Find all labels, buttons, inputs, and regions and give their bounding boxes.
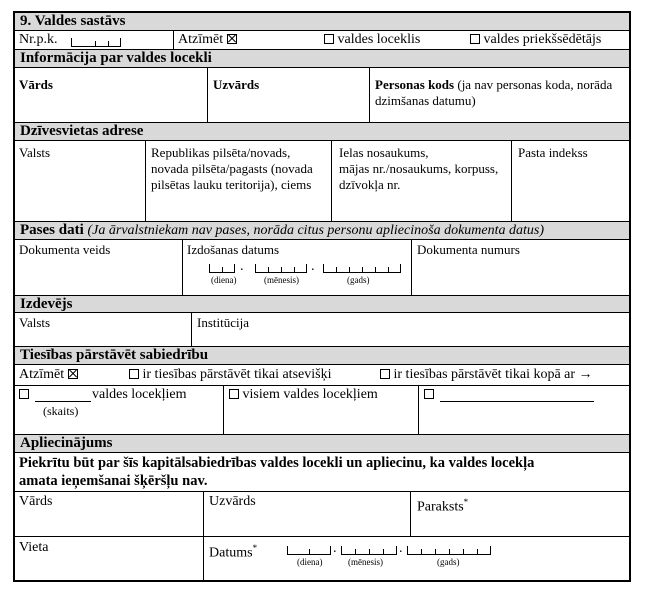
section-9-title: 9. Valdes sastāvs (20, 13, 126, 29)
confirm-text-1: Piekrītu būt par šīs kapitālsabiedrības valdes locekli un apliecinu, ka valdes locekļa (19, 455, 535, 471)
jointly-option-label: ir tiesības pārstāvēt tikai kopā ar → (393, 367, 593, 382)
postal-code-label: Pasta indekss (518, 145, 588, 160)
all-members-checkbox[interactable] (229, 389, 239, 399)
confirm-month-caption: (mēnesis) (348, 557, 383, 567)
separately-checkbox[interactable] (129, 369, 139, 379)
issuer-title: Izdevējs (20, 296, 73, 312)
members-count-input[interactable] (35, 387, 91, 402)
issuer-header (15, 295, 629, 313)
member-option-label: valdes loceklis (337, 32, 421, 47)
rights-title: Tiesības pārstāvēt sabiedrību (20, 347, 209, 363)
confirm-header (15, 434, 629, 453)
confirm-first-name-label: Vārds (19, 494, 53, 509)
info-header (15, 49, 629, 68)
member-checkbox[interactable] (324, 34, 334, 44)
confirm-date-year[interactable] (407, 543, 491, 555)
rights-header (15, 346, 629, 365)
reg-no-field[interactable] (71, 35, 121, 47)
issuer-institution-label: Institūcija (197, 315, 249, 330)
doc-number-label: Dokumenta numurs (417, 242, 520, 257)
address-street-label-2: mājas nr./nosaukums, korpuss, (339, 161, 499, 176)
confirm-last-name-label: Uzvārds (209, 494, 256, 509)
confirm-text-2: amata ieņemšanai šķēršļu nav. (19, 473, 208, 489)
confirm-day-caption: (diena) (297, 557, 323, 567)
issuer-institution-field[interactable] (191, 313, 629, 346)
address-header (15, 122, 629, 141)
all-members-option-label: visiem valdes locekļiem (242, 387, 378, 402)
confirm-title: Apliecinājums (20, 435, 113, 451)
board-composition-form: 9. Valdes sastāvs Nr.p.k. Atzīmēt valdes loceklis valdes priekšsēdētājs Informācija par valdes locekli Vārds Uzvārds Personas kods (ja nav personas koda, norāda dzimšanas datumu) Dzīvesvietas adrese Valsts Republikas pilsēta/novads, novada pilsēta/pagasts (novada pilsētas lauku teritorija), ciems Ielas nosaukums, mājas nr./nosaukums, korpuss, dzīvokļa nr. Pasta indekss Pases dati (Ja ārvalstniekam nav pases, norāda citus personu apliecinoša dokumenta datus) Dokumenta veids Izdošanas datums Dokumenta numurs . . (diena) (mēnesis) (gads) Izdevējs Valsts Institūcija Tiesības pārstāvēt sabiedrību Atzīmēt ir tiesības pārstāvēt tikai atsevišķi ir tiesības pārstāvēt tikai kopā ar → valdes locekļiem (skaits) visiem valdes locekļiem Apliecinājums Piekrītu būt par šīs kapitālsabiedrības valdes locekli un apliecinu, ka valdes locekļa amata ieņemšanai šķēršļu nav. Vārds Uzvārds Paraksts* Vieta Datums* . . (diena) (mēnesis) (gads) (13, 11, 631, 582)
mark-example-checkbox (227, 34, 237, 44)
separately-option-label: ir tiesības pārstāvēt tikai atsevišķi (142, 367, 332, 382)
signature-asterisk: * (463, 497, 469, 507)
members-count-checkbox[interactable] (19, 389, 29, 399)
issue-date-year[interactable] (323, 261, 401, 273)
date-label: Datums (209, 545, 253, 561)
personal-code-label: Personas kods (375, 77, 455, 92)
personal-code-note-1: (ja nav personas koda, norāda (457, 77, 613, 92)
signature-label: Paraksts (417, 499, 464, 515)
confirm-date-day[interactable] (287, 543, 331, 555)
passport-title-note: (Ja ārvalstniekam nav pases, norāda citus personu apliecinoša dokumenta datus) (87, 223, 544, 238)
reg-no-label: Nr.p.k. (19, 32, 58, 47)
issuer-country-label: Valsts (19, 315, 51, 330)
issue-day-caption: (diena) (211, 275, 237, 285)
issue-year-caption: (gads) (347, 275, 370, 285)
rights-mark-label: Atzīmēt (19, 367, 65, 382)
issue-date-day[interactable] (209, 261, 235, 273)
confirm-date-month[interactable] (341, 543, 397, 555)
section-9-header (15, 13, 629, 31)
personal-code-note-2: dzimšanas datumu) (375, 93, 476, 108)
other-checkbox[interactable] (424, 389, 434, 399)
issue-date-month[interactable] (255, 261, 307, 273)
issue-month-caption: (mēnesis) (264, 275, 299, 285)
confirm-year-caption: (gads) (437, 557, 460, 567)
other-option-input[interactable] (440, 387, 594, 402)
place-label: Vieta (19, 540, 49, 555)
passport-title: Pases dati (20, 222, 84, 238)
chair-option-label: valdes priekšsēdētājs (483, 32, 602, 47)
address-street-label-3: dzīvokļa nr. (339, 177, 401, 192)
doc-type-label: Dokumenta veids (19, 242, 111, 257)
chair-checkbox[interactable] (470, 34, 480, 44)
rights-mark-example-checkbox (68, 369, 78, 379)
address-city-label-1: Republikas pilsēta/novads, (151, 145, 291, 160)
passport-header (15, 221, 629, 240)
count-caption: (skaits) (43, 404, 79, 418)
address-street-label-1: Ielas nosaukums, (339, 145, 429, 160)
jointly-checkbox[interactable] (380, 369, 390, 379)
address-title: Dzīvesvietas adrese (20, 123, 144, 139)
mark-label: Atzīmēt (178, 32, 224, 47)
last-name-label: Uzvārds (213, 77, 260, 92)
info-title: Informācija par valdes locekli (20, 50, 212, 66)
address-city-label-2: novada pilsēta/pagasts (novada (151, 161, 313, 176)
members-option-label: valdes locekļiem (92, 387, 187, 402)
date-asterisk: * (252, 543, 258, 553)
issue-date-label: Izdošanas datums (187, 242, 280, 257)
address-city-label-3: pilsētas lauku teritorija), ciems (151, 177, 312, 192)
address-country-label: Valsts (19, 145, 51, 160)
first-name-label: Vārds (19, 77, 53, 92)
